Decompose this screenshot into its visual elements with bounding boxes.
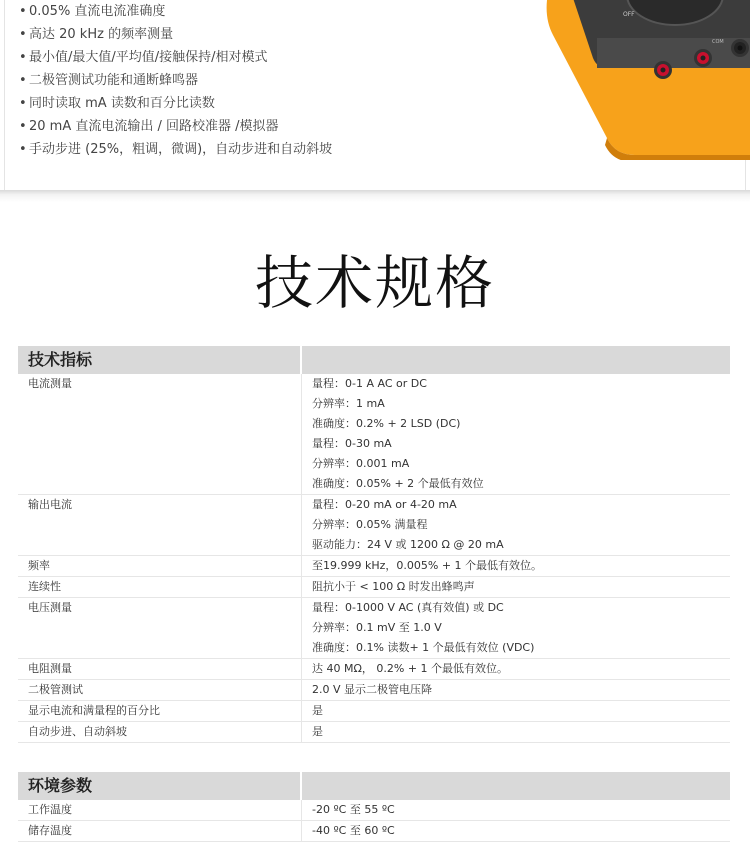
feature-item <box>19 92 332 115</box>
table-body <box>18 800 730 842</box>
spec-value: 量程：0-30 mA <box>312 437 392 450</box>
feature-text: 0.05% 直流电流准确度 <box>29 4 166 19</box>
multimeter-image <box>535 0 750 160</box>
bullet-icon: • <box>19 73 27 88</box>
spec-value: 是 <box>312 704 323 717</box>
table-row <box>18 701 730 722</box>
spec-label: 自动步进、自动斜坡 <box>18 722 302 742</box>
table-row <box>18 577 730 598</box>
spec-values <box>302 680 730 700</box>
spec-value: 量程：0-20 mA or 4-20 mA <box>312 498 457 511</box>
spec-label: 电流测量 <box>18 374 302 494</box>
spec-value: -40 ºC 至 60 ºC <box>312 824 395 837</box>
bullet-icon: • <box>19 4 27 19</box>
spec-values <box>302 722 730 742</box>
feature-item <box>19 46 332 69</box>
spec-label: 显示电流和满量程的百分比 <box>18 701 302 721</box>
spec-value: 至19.999 kHz，0.005% + 1 个最低有效位。 <box>312 559 543 572</box>
spec-values <box>302 800 730 820</box>
spec-value: 阻抗小于 < 100 Ω 时发出蜂鸣声 <box>312 580 475 593</box>
dial-off-label: OFF <box>623 11 635 18</box>
spec-value: 是 <box>312 725 323 738</box>
spec-value: 2.0 V 显示二极管电压降 <box>312 683 433 696</box>
spec-value: 准确度：0.05% + 2 个最低有效位 <box>312 477 484 490</box>
table-row <box>18 722 730 743</box>
spec-values <box>302 495 730 555</box>
feature-item <box>19 0 332 23</box>
env-spec-table <box>18 772 730 842</box>
spec-value: 分辨率：1 mA <box>312 397 385 410</box>
feature-item <box>19 138 332 161</box>
bullet-icon: • <box>19 27 27 42</box>
table-row <box>18 659 730 680</box>
table-header <box>18 772 730 800</box>
spec-value: 准确度：0.2% + 2 LSD (DC) <box>312 417 461 430</box>
section-title: 技术规格 <box>254 249 495 317</box>
spec-label: 连续性 <box>18 577 302 597</box>
table-header-label: 技术指标 <box>18 346 302 374</box>
bullet-icon: • <box>19 119 27 134</box>
feature-item <box>19 69 332 92</box>
spec-values <box>302 556 730 576</box>
spec-label: 输出电流 <box>18 495 302 555</box>
spec-value: -20 ºC 至 55 ºC <box>312 803 395 816</box>
jack-1 <box>654 61 672 79</box>
spec-values <box>302 659 730 679</box>
table-row <box>18 598 730 659</box>
table-row <box>18 680 730 701</box>
feature-text: 最小值/最大值/平均值/接触保持/相对模式 <box>29 50 268 65</box>
table-row <box>18 800 730 821</box>
feature-text: 同时读取 mA 读数和百分比读数 <box>29 96 215 111</box>
spec-values <box>302 577 730 597</box>
panel-border-left <box>4 0 5 190</box>
bullet-icon: • <box>19 142 27 157</box>
table-header <box>18 346 730 374</box>
spec-label: 电阻测量 <box>18 659 302 679</box>
feature-list <box>19 0 332 161</box>
table-row <box>18 821 730 842</box>
table-header-blank <box>302 772 730 800</box>
bullet-icon: • <box>19 50 27 65</box>
feature-item <box>19 115 332 138</box>
table-header-blank <box>302 346 730 374</box>
table-row <box>18 374 730 495</box>
feature-panel <box>0 0 750 190</box>
spec-value: 驱动能力：24 V 或 1200 Ω @ 20 mA <box>312 538 504 551</box>
jack-2 <box>694 49 712 67</box>
spec-value: 量程：0-1 A AC or DC <box>312 377 427 390</box>
table-row <box>18 556 730 577</box>
spec-value: 量程：0-1000 V AC (真有效值) 或 DC <box>312 601 504 614</box>
feature-text: 二极管测试功能和通断蜂鸣器 <box>29 73 199 88</box>
feature-text: 高达 20 kHz 的频率测量 <box>29 27 174 42</box>
section-divider <box>0 190 750 202</box>
bullet-icon: • <box>19 96 27 111</box>
feature-text: 手动步进 (25%，粗调，微调)，自动步进和自动斜坡 <box>29 142 333 157</box>
spec-values <box>302 821 730 841</box>
spec-values <box>302 374 730 494</box>
spec-value: 准确度：0.1% 读数+ 1 个最低有效位 (VDC) <box>312 641 535 654</box>
spec-value: 分辨率：0.05% 满量程 <box>312 518 428 531</box>
spec-value: 达 40 MΩ， 0.2% + 1 个最低有效位。 <box>312 662 509 675</box>
spec-label: 电压测量 <box>18 598 302 658</box>
spec-value: 分辨率：0.1 mV 至 1.0 V <box>312 621 442 634</box>
jack-3 <box>731 39 749 57</box>
spec-label: 二极管测试 <box>18 680 302 700</box>
feature-text: 20 mA 直流电流输出 / 回路校准器 /模拟器 <box>29 119 279 134</box>
table-header-label: 环境参数 <box>18 772 302 800</box>
spec-label: 工作温度 <box>18 800 302 820</box>
spec-values <box>302 701 730 721</box>
meter-jack-strip <box>597 38 750 68</box>
spec-label: 储存温度 <box>18 821 302 841</box>
tech-spec-table <box>18 346 730 743</box>
table-body <box>18 374 730 743</box>
spec-values <box>302 598 730 658</box>
com-label: COM <box>712 39 724 45</box>
spec-value: 分辨率：0.001 mA <box>312 457 410 470</box>
spec-label: 频率 <box>18 556 302 576</box>
table-row <box>18 495 730 556</box>
feature-item <box>19 23 332 46</box>
